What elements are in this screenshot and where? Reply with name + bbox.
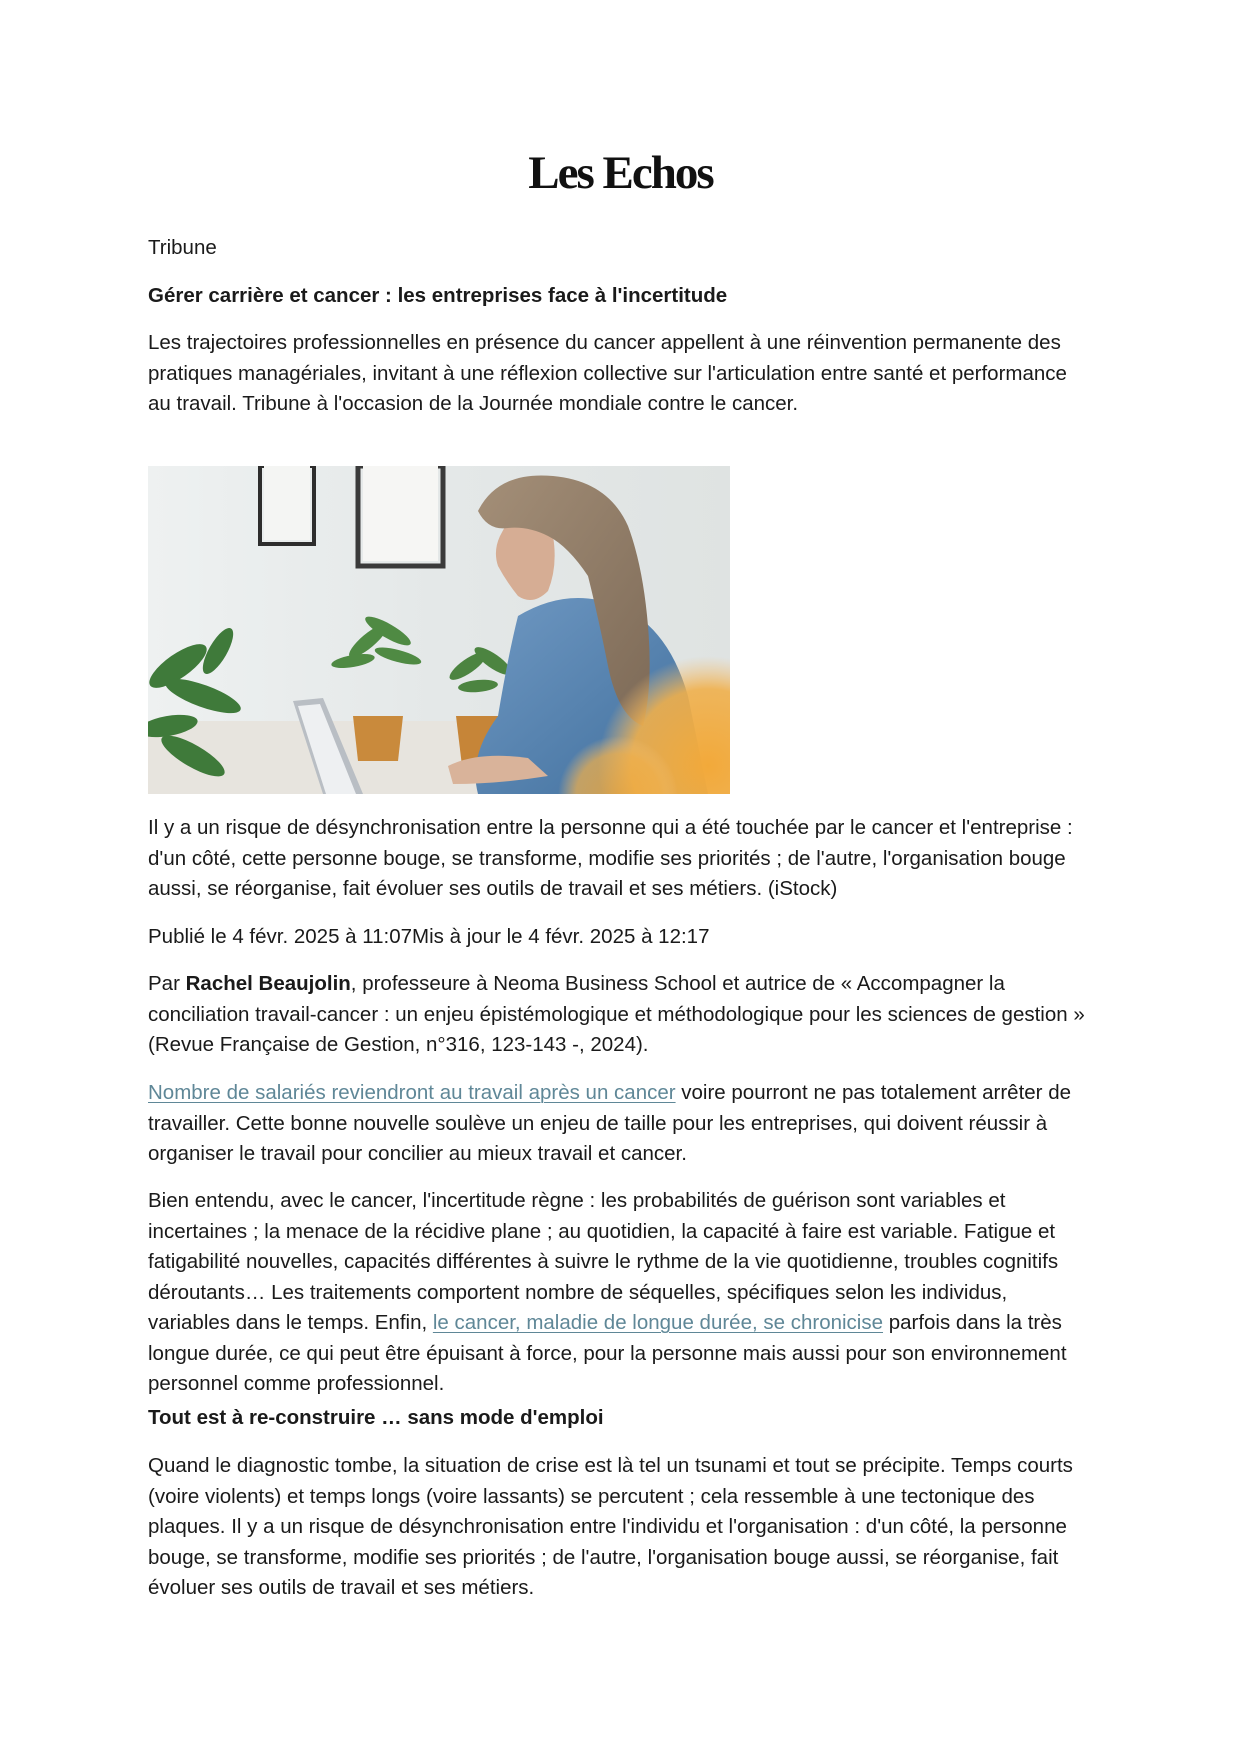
chronic-disease-link[interactable]: le cancer, maladie de longue durée, se chronicise bbox=[432, 1311, 884, 1334]
article-lede: Les trajectoires professionnelles en présence du cancer appellent à une réinvention permanente des pratiques managériales, invitant à une réflexion collective sur l'articulation entre santé et performance au travail. Tribune à l'occasion de la Journée mondiale contre le cancer. bbox=[148, 331, 1067, 415]
paragraph-2-text-after: parfois dans la très longue durée, ce qui peut être épuisant à force, pour la personne mais aussi pour son environnement personnel comme professionnel. bbox=[148, 1311, 1067, 1395]
section-label: Tribune bbox=[148, 236, 217, 259]
return-to-work-link[interactable]: Nombre de salariés reviendront au travail après un cancer bbox=[148, 1081, 676, 1104]
les-echos-logo[interactable]: Les Echos bbox=[528, 147, 713, 199]
byline bbox=[148, 969, 1093, 1061]
subheading: Tout est à re-construire … sans mode d'emploi bbox=[148, 1406, 604, 1429]
paragraph-1-text: voire pourront ne pas totalement arrêter de travailler. Cette bonne nouvelle soulève un enjeu de taille pour les entreprises, qui doivent réussir à organiser le travail pour concilier au mieux travail et cancer. bbox=[148, 1081, 1071, 1165]
paragraph-2-text-before: Bien entendu, avec le cancer, l'incertitude règne : les probabilités de guérison sont variables et incertaines ; la menace de la récidive plane ; au quotidien, la capacité à faire est variable. Fatigue et fatigabilité nouvelles, capacités différentes à suivre le rythme de la vie quotidienne, troubles cognitifs déroutants… Les traitements comportent nombre de séquelles, spécifiques selon les individus, variables dans le temps. Enfin, bbox=[148, 1189, 1059, 1334]
byline-prefix: Par bbox=[148, 972, 186, 995]
publication-dates: Publié le 4 févr. 2025 à 11:07Mis à jour le 4 févr. 2025 à 12:17 bbox=[148, 925, 710, 948]
paragraph-1 bbox=[148, 1078, 1093, 1170]
image-caption: Il y a un risque de désynchronisation entre la personne qui a été touchée par le cancer et l'entreprise : d'un côté, cette personne bouge, se transforme, modifie ses priorités ; de l'autre, l'organisation bouge aussi, se réorganise, fait évoluer ses outils de travail et ses métiers. (iStock) bbox=[148, 816, 1073, 900]
paragraph-3: Quand le diagnostic tombe, la situation de crise est là tel un tsunami et tout se précipite. Temps courts (voire violents) et temps longs (voire lassants) se percutent ; cela ressemble à une tectonique des plaques. Il y a un risque de désynchronisation entre l'individu et l'organisation : d'un côté, la personne bouge, se transforme, modifie ses priorités ; de l'autre, l'organisation bouge aussi, se réorganise, fait évoluer ses outils de travail et ses métiers. bbox=[148, 1454, 1073, 1599]
article-photo bbox=[148, 466, 730, 794]
article-headline: Gérer carrière et cancer : les entreprises face à l'incertitude bbox=[148, 284, 728, 307]
paragraph-2 bbox=[148, 1186, 1093, 1400]
author-name: Rachel Beaujolin bbox=[185, 972, 351, 995]
author-bio: , professeure à Neoma Business School et autrice de « Accompagner la conciliation travail-cancer : un enjeu épistémologique et méthodologique pour les sciences de gestion » (Revue Française de Gestion, n°316, 123-143 -, 2024). bbox=[148, 972, 1085, 1056]
